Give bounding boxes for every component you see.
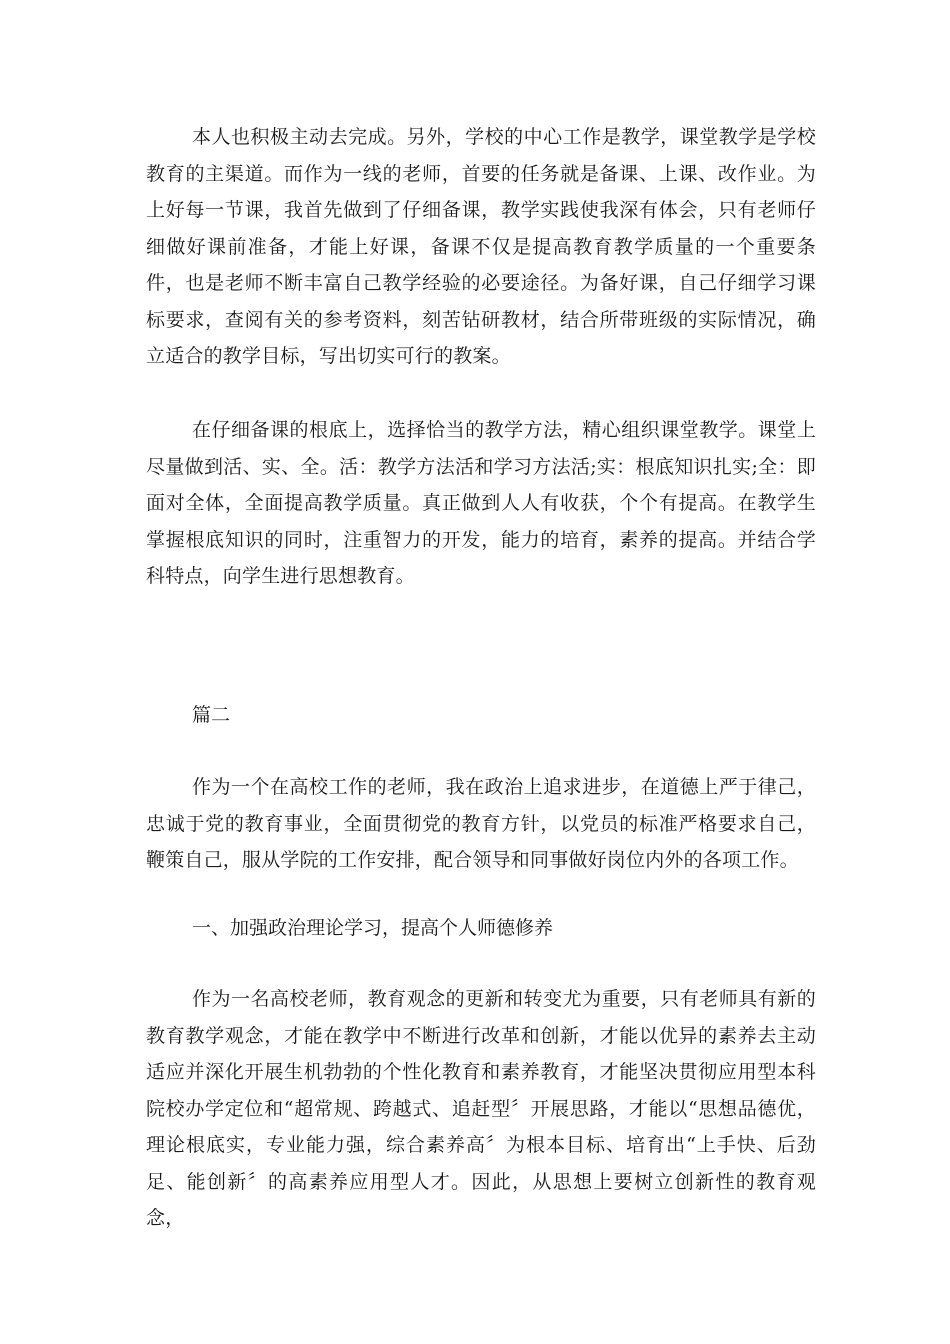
section-heading-part-two: 篇二	[192, 704, 231, 726]
paragraph-university-teacher: 作为一个在高校工作的老师，我在政治上追求进步，在道德上严于律己，忠诚于党的教育事业，全面贯彻党的教育方针，以党员的标准严格要求自己，鞭策自己，服从学院的工作安排，配合领导和同事做好岗位内外的各项工作。	[146, 776, 816, 871]
paragraph-teaching-method: 在仔细备课的根底上，选择恰当的教学方法，精心组织课堂教学。课堂上尽量做到活、实、全。活：教学方法活和学习方法活;实：根底知识扎实;全：即面对全体，全面提高教学质量。真正做到人人有收获，个个有提高。在教学生掌握根底知识的同时，注重智力的开发，能力的培育，素养的提高。并结合学科特点，向学生进行思想教育。	[146, 419, 816, 587]
subsection-heading-political-study: 一、加强政治理论学习，提高个人师德修养	[192, 917, 554, 939]
paragraph-lesson-preparation: 本人也积极主动去完成。另外，学校的中心工作是教学，课堂教学是学校教育的主渠道。而作为一线的老师，首要的任务就是备课、上课、改作业。为上好每一节课，我首先做到了仔细备课，教学实践使我深有体会，只有老师仔细做好课前准备，才能上好课，备课不仅是提高教育教学质量的一个重要条件，也是老师不断丰富自己教学经验的必要途径。为备好课，自己仔细学习课标要求，查阅有关的参考资料，刻苦钻研教材，结合所带班级的实际情况，确立适合的教学目标，写出切实可行的教案。	[146, 126, 816, 367]
paragraph-education-concept: 作为一名高校老师，教育观念的更新和转变尤为重要，只有老师具有新的教育教学观念，才能在教学中不断进行改革和创新，才能以优异的素养去主动适应并深化开展生机勃勃的个性化教育和素养教育，才能坚决贯彻应用型本科院校办学定位和“超常规、跨越式、追赶型〞开展思路，才能以“思想品德优，理论根底实，专业能力强，综合素养高〞为根本目标、培育出“上手快、后劲足、能创新〞的高素养应用型人才。因此，从思想上要树立创新性的教育观念，	[146, 988, 816, 1229]
